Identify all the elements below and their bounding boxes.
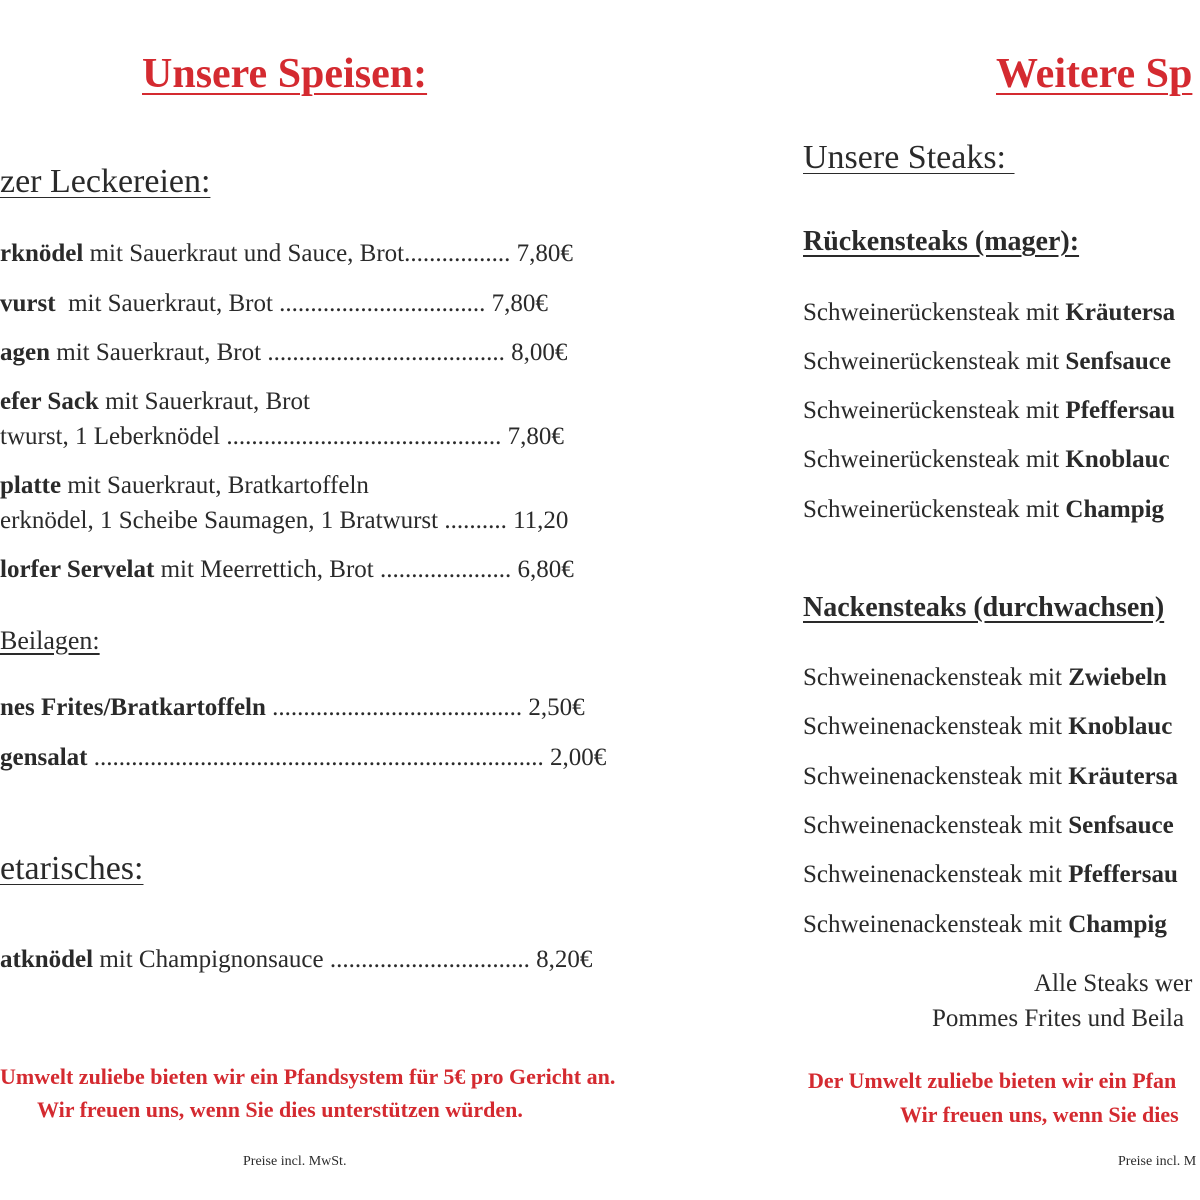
steak-item xyxy=(803,446,1170,474)
menu-item-desc: mit Sauerkraut, Brot xyxy=(98,388,310,415)
steak-item-name: Schweinenackensteak mit xyxy=(803,763,1069,790)
steak-item xyxy=(803,763,1178,791)
side-item-desc: ........................................ 2,50€ xyxy=(265,694,585,721)
deposit-note-line1-right: Der Umwelt zuliebe bieten wir ein Pfan xyxy=(808,1068,1177,1093)
steak-item-sauce: Pfeffersau xyxy=(1065,397,1176,424)
steak-item-sauce: Knoblauc xyxy=(1068,713,1173,740)
left-page-title: Unsere Speisen: xyxy=(142,51,428,97)
deposit-note-line2: Wir freuen uns, wenn Sie dies unterstützen würden. xyxy=(37,1097,523,1122)
menu-item xyxy=(0,339,567,367)
steak-item xyxy=(803,397,1175,425)
steak-item xyxy=(803,664,1167,692)
steaks-footer-line1: Alle Steaks wer xyxy=(1034,970,1193,997)
nacken-heading: Nackensteaks (durchwachsen) xyxy=(803,592,1165,623)
steak-item-name: Schweinerückensteak mit xyxy=(803,397,1066,424)
side-item xyxy=(0,694,585,722)
left-section-heading: zer Leckereien: xyxy=(0,163,211,200)
steak-item-sauce: Senfsauce xyxy=(1068,812,1174,839)
steak-item xyxy=(803,496,1164,524)
menu-item-desc: mit Sauerkraut und Sauce, Brot................. 7,80€ xyxy=(83,240,573,267)
veg-item-desc: mit Champignonsauce ................................ 8,20€ xyxy=(93,946,593,973)
menu-item-name: vurst xyxy=(0,290,62,317)
menu-item xyxy=(0,472,369,500)
steak-item-name: Schweinerückensteak mit xyxy=(803,496,1066,523)
tax-note-right: Preise incl. M xyxy=(1118,1154,1197,1169)
right-page-title: Weitere Sp xyxy=(996,51,1193,97)
menu-item-desc: mit Sauerkraut, Brot ................................. 7,80€ xyxy=(61,290,548,317)
menu-item-name: lorfer Servelat xyxy=(0,556,155,583)
vegetarian-heading: etarisches: xyxy=(0,850,144,887)
steak-item xyxy=(803,911,1167,939)
menu-item-line2: twurst, 1 Leberknödel ............................................ 7,80€ xyxy=(0,423,564,450)
deposit-note-line2-right: Wir freuen uns, wenn Sie dies xyxy=(900,1102,1179,1127)
steaks-footer-line2: Pommes Frites und Beila xyxy=(932,1005,1185,1032)
menu-item xyxy=(0,290,548,318)
steak-item xyxy=(803,713,1172,741)
menu-item-name: agen xyxy=(0,339,50,366)
steak-item-sauce: Knoblauc xyxy=(1065,446,1170,473)
steak-item-name: Schweinenackensteak mit xyxy=(803,664,1069,691)
menu-item-name: platte xyxy=(0,472,62,499)
steak-item xyxy=(803,348,1171,376)
menu-item-desc: mit Sauerkraut, Brot ...................................... 8,00€ xyxy=(50,339,568,366)
steak-item xyxy=(803,861,1178,889)
menu-item-desc: mit Meerrettich, Brot ..................... 6,80€ xyxy=(154,556,574,583)
steak-item-sauce: Kräutersa xyxy=(1068,763,1178,790)
side-item-name: gensalat xyxy=(0,744,88,771)
steak-item-sauce: Kräutersa xyxy=(1065,299,1176,326)
steak-item-sauce: Champig xyxy=(1065,496,1165,523)
deposit-note-line1: Umwelt zuliebe bieten wir ein Pfandsystem für 5€ pro Gericht an. xyxy=(0,1064,616,1089)
steak-item-sauce: Pfeffersau xyxy=(1068,861,1178,888)
steak-item-name: Schweinenackensteak mit xyxy=(803,812,1069,839)
steak-item-name: Schweinenackensteak mit xyxy=(803,861,1069,888)
steak-item-name: Schweinerückensteak mit xyxy=(803,299,1066,326)
steak-item-name: Schweinerückensteak mit xyxy=(803,446,1066,473)
steak-item-sauce: Zwiebeln xyxy=(1068,664,1167,691)
menu-item-name: efer Sack xyxy=(0,388,99,415)
menu-item-name: rknödel xyxy=(0,240,84,267)
steaks-heading: Unsere Steaks: xyxy=(803,139,1015,176)
menu-item xyxy=(0,388,310,416)
steak-item-name: Schweinerückensteak mit xyxy=(803,348,1066,375)
menu-item-line2: erknödel, 1 Scheibe Saumagen, 1 Bratwurst .......... 11,20 xyxy=(0,507,569,534)
veg-item-name: atknödel xyxy=(0,946,94,973)
steak-item-sauce: Champig xyxy=(1068,911,1167,938)
menu-item xyxy=(0,556,574,584)
menu-item-desc: mit Sauerkraut, Bratkartoffeln xyxy=(61,472,369,499)
side-item-desc: ........................................................................ 2,00€ xyxy=(87,744,607,771)
veg-item xyxy=(0,946,592,974)
steak-item-name: Schweinenackensteak mit xyxy=(803,911,1069,938)
tax-note: Preise incl. MwSt. xyxy=(243,1154,347,1169)
side-item xyxy=(0,744,606,772)
menu-item xyxy=(0,240,573,268)
side-item-name: nes Frites/Bratkartoffeln xyxy=(0,694,266,721)
steak-item-sauce: Senfsauce xyxy=(1065,348,1171,375)
steak-item xyxy=(803,812,1174,840)
beilagen-heading: Beilagen: xyxy=(0,626,100,655)
ruecken-heading: Rückensteaks (mager): xyxy=(803,226,1080,257)
steak-item-name: Schweinenackensteak mit xyxy=(803,713,1069,740)
steak-item xyxy=(803,299,1175,327)
